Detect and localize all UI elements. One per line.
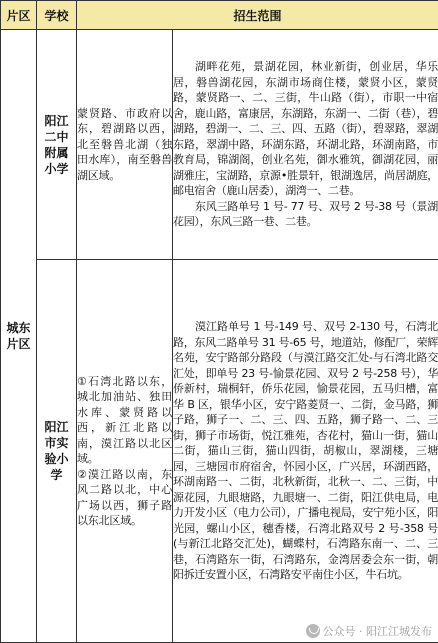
header-district: 片区 <box>1 1 37 30</box>
table-row <box>1 260 438 643</box>
table-row <box>1 30 438 260</box>
district-name: 城东 片区 <box>1 30 37 643</box>
school-name: 阳江 市实 验小 学 <box>37 260 77 643</box>
scope-summary: ①石湾北路以东，城北加油站、独田水库、蒙贤路以西，新江北路以南，漠江路以北区域。 ②漠江路以南，东风二路以北，中心广场以西，狮子路以东北区域。 <box>77 260 173 643</box>
scope-detail-paragraph: 湖畔花苑，景湖花园，林业新街，创业居，华乐居，磐兽湖花园，东湖市场商住楼，蒙贤小区，蒙贤路，蒙贤路一、二、三街，牛山路（街），市职一中宿舍，鹿山路，富康居，东湖路，东湖一、二街（巷），碧湖路，碧湖一、二、三、四、五路（街），碧翠路，翠湖东路，翠湖中路，环湖东路，环湖北路，环湖南路，市教育局，锦湖阁，创业名苑，御水雅筑，御湖花园，丽湖雅庄，宝湖路，京源•胜景轩，银湖逸居，尚居湖庭，邮电宿舍（鹿山居委），湖湾一、二巷。 <box>173 60 438 198</box>
scope-summary: 蒙贤路、市政府以东，碧湖路以西，北至磐兽北湖（独田水库），南至磐兽湖区域。 <box>77 30 173 260</box>
header-row <box>1 1 438 30</box>
school-name: 阳江 二中 附属 小学 <box>37 30 77 260</box>
scope-detail <box>173 260 438 643</box>
scope-detail <box>173 30 438 260</box>
wechat-icon <box>306 624 320 638</box>
watermark-text: 公众号 · 阳江江城发布 <box>322 625 432 638</box>
scope-detail-paragraph: 漠江路单号 1 号-149 号、双号 2-130 号，石湾北路，东风二路单号 31 号-65 号，地道站，修配厂，荣辉名苑，安宁路部分路段（与漠江路交汇处-与石湾北路交汇处，即单号 23 号-愉景花园、双号 2 号-258 号），华侨新村，瑞桐轩，侨乐花园，愉景花园，五马归槽，富华 B 区，银华小区，安宁路菱贤一、二街，金马路，狮子路，狮子一、二、三、四、五路，狮子路一、二、三街，狮子市场街，悦江雅苑，杏花村，猫山一街，猫山二街，猫山三街，猫山四街，胡椒山，翠湖楼，三塘园，三塘园市府宿舍，怀园小区，广兴居，环湖西路，环湖南路一、二街，北秋新街，北秋一、二、三街，中源花园，九眼塘路，九眼塘一、二街，阳江供电局，电力开发小区（电力公司），广播电视局，安宁苑小区，阳光园，螺山小区，穗香楼，石湾北路双号 2 号-358 号(与新江北路交汇处)，蝴蝶村，石湾路东南一、二、三巷，石湾路东一街，石湾路东，金湾居委会东一街，朝阳拆迁安置小区，石湾路安平南住小区，牛石坑。 <box>173 320 438 582</box>
header-scope: 招生范围 <box>77 1 438 30</box>
header-school: 学校 <box>37 1 77 30</box>
scope-detail-paragraph: 东风三路单号 1 号- 77 号、双号 2 号-38 号（景湖花园），东风三路一巷、二巷。 <box>173 199 438 229</box>
watermark <box>306 623 433 639</box>
